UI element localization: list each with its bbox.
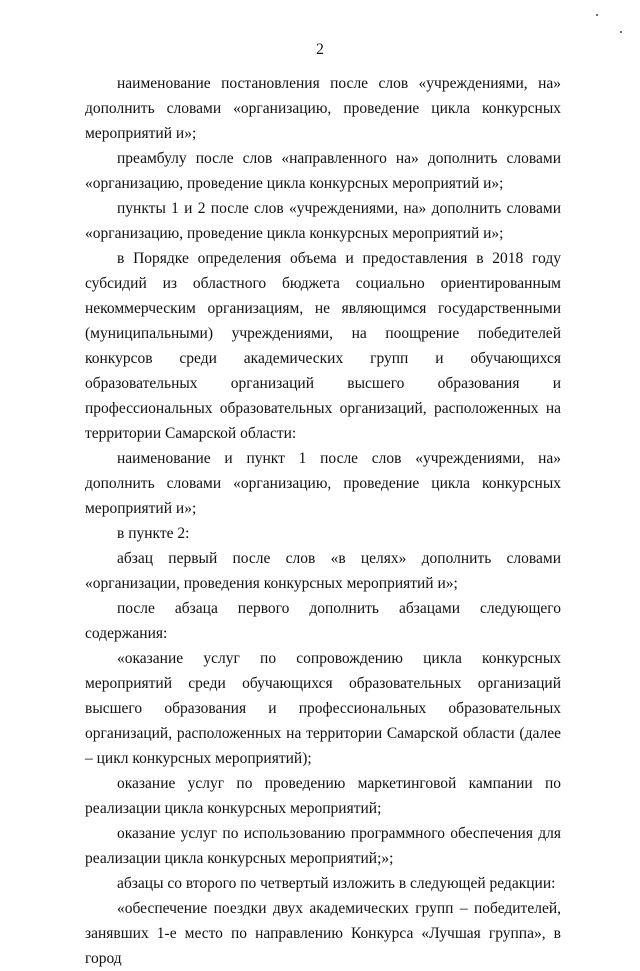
paragraph-procedure-intro: в Порядке определения объема и предоставления в 2018 году субсидий из областного бюджета социально ориентированным некоммерческим организациям, не являющимся государственными (муниципальными) учреждениями, на поощрение победителей конкурсов среди академических групп и обучающихся образовательных организаций высшего образования и профессиональных образовательных организаций, расположенных на территории Самарской области: — [85, 250, 561, 442]
paragraph-point2-heading: в пункте 2: — [117, 525, 190, 542]
paragraph-trip-provision: «обеспечение поездки двух академических групп – победителей, занявших 1-е место по направлению Конкурса «Лучшая группа», в город — [85, 900, 561, 967]
scan-speck — [596, 14, 598, 16]
page-number: 2 — [316, 41, 324, 58]
paragraph-preamble-amendment: преамбулу после слов «направленного на» дополнить словами «организацию, проведение цикла конкурсных мероприятий и»; — [85, 150, 561, 192]
scan-speck — [620, 31, 622, 33]
paragraph-software-services: оказание услуг по использованию программного обеспечения для реализации цикла конкурсных мероприятий;»; — [85, 825, 561, 867]
document-body — [85, 71, 561, 971]
paragraph-marketing-services: оказание услуг по проведению маркетинговой кампании по реализации цикла конкурсных мероприятий; — [85, 775, 561, 817]
paragraph-first-abzac-amendment: абзац первый после слов «в целях» дополнить словами «организации, проведения конкурсных мероприятий и»; — [85, 550, 561, 592]
paragraph-add-abzacs: после абзаца первого дополнить абзацами следующего содержания: — [85, 600, 561, 642]
paragraph-support-services: «оказание услуг по сопровождению цикла конкурсных мероприятий среди обучающихся образовательных организаций высшего образования и профессиональных образовательных организаций, расположенных на территории Самарской области (далее – цикл конкурсных мероприятий); — [85, 650, 561, 767]
paragraph-name-point1-amendment: наименование и пункт 1 после слов «учреждениями, на» дополнить словами «организацию, проведение цикла конкурсных мероприятий и»; — [85, 450, 561, 517]
paragraph-title-amendment: наименование постановления после слов «учреждениями, на» дополнить словами «организацию, проведение цикла конкурсных мероприятий и»; — [85, 75, 561, 142]
paragraph-abzacs-new-wording: абзацы со второго по четвертый изложить в следующей редакции: — [117, 875, 556, 892]
paragraph-points-amendment: пункты 1 и 2 после слов «учреждениями, на» дополнить словами «организацию, проведение цикла конкурсных мероприятий и»; — [85, 200, 561, 242]
